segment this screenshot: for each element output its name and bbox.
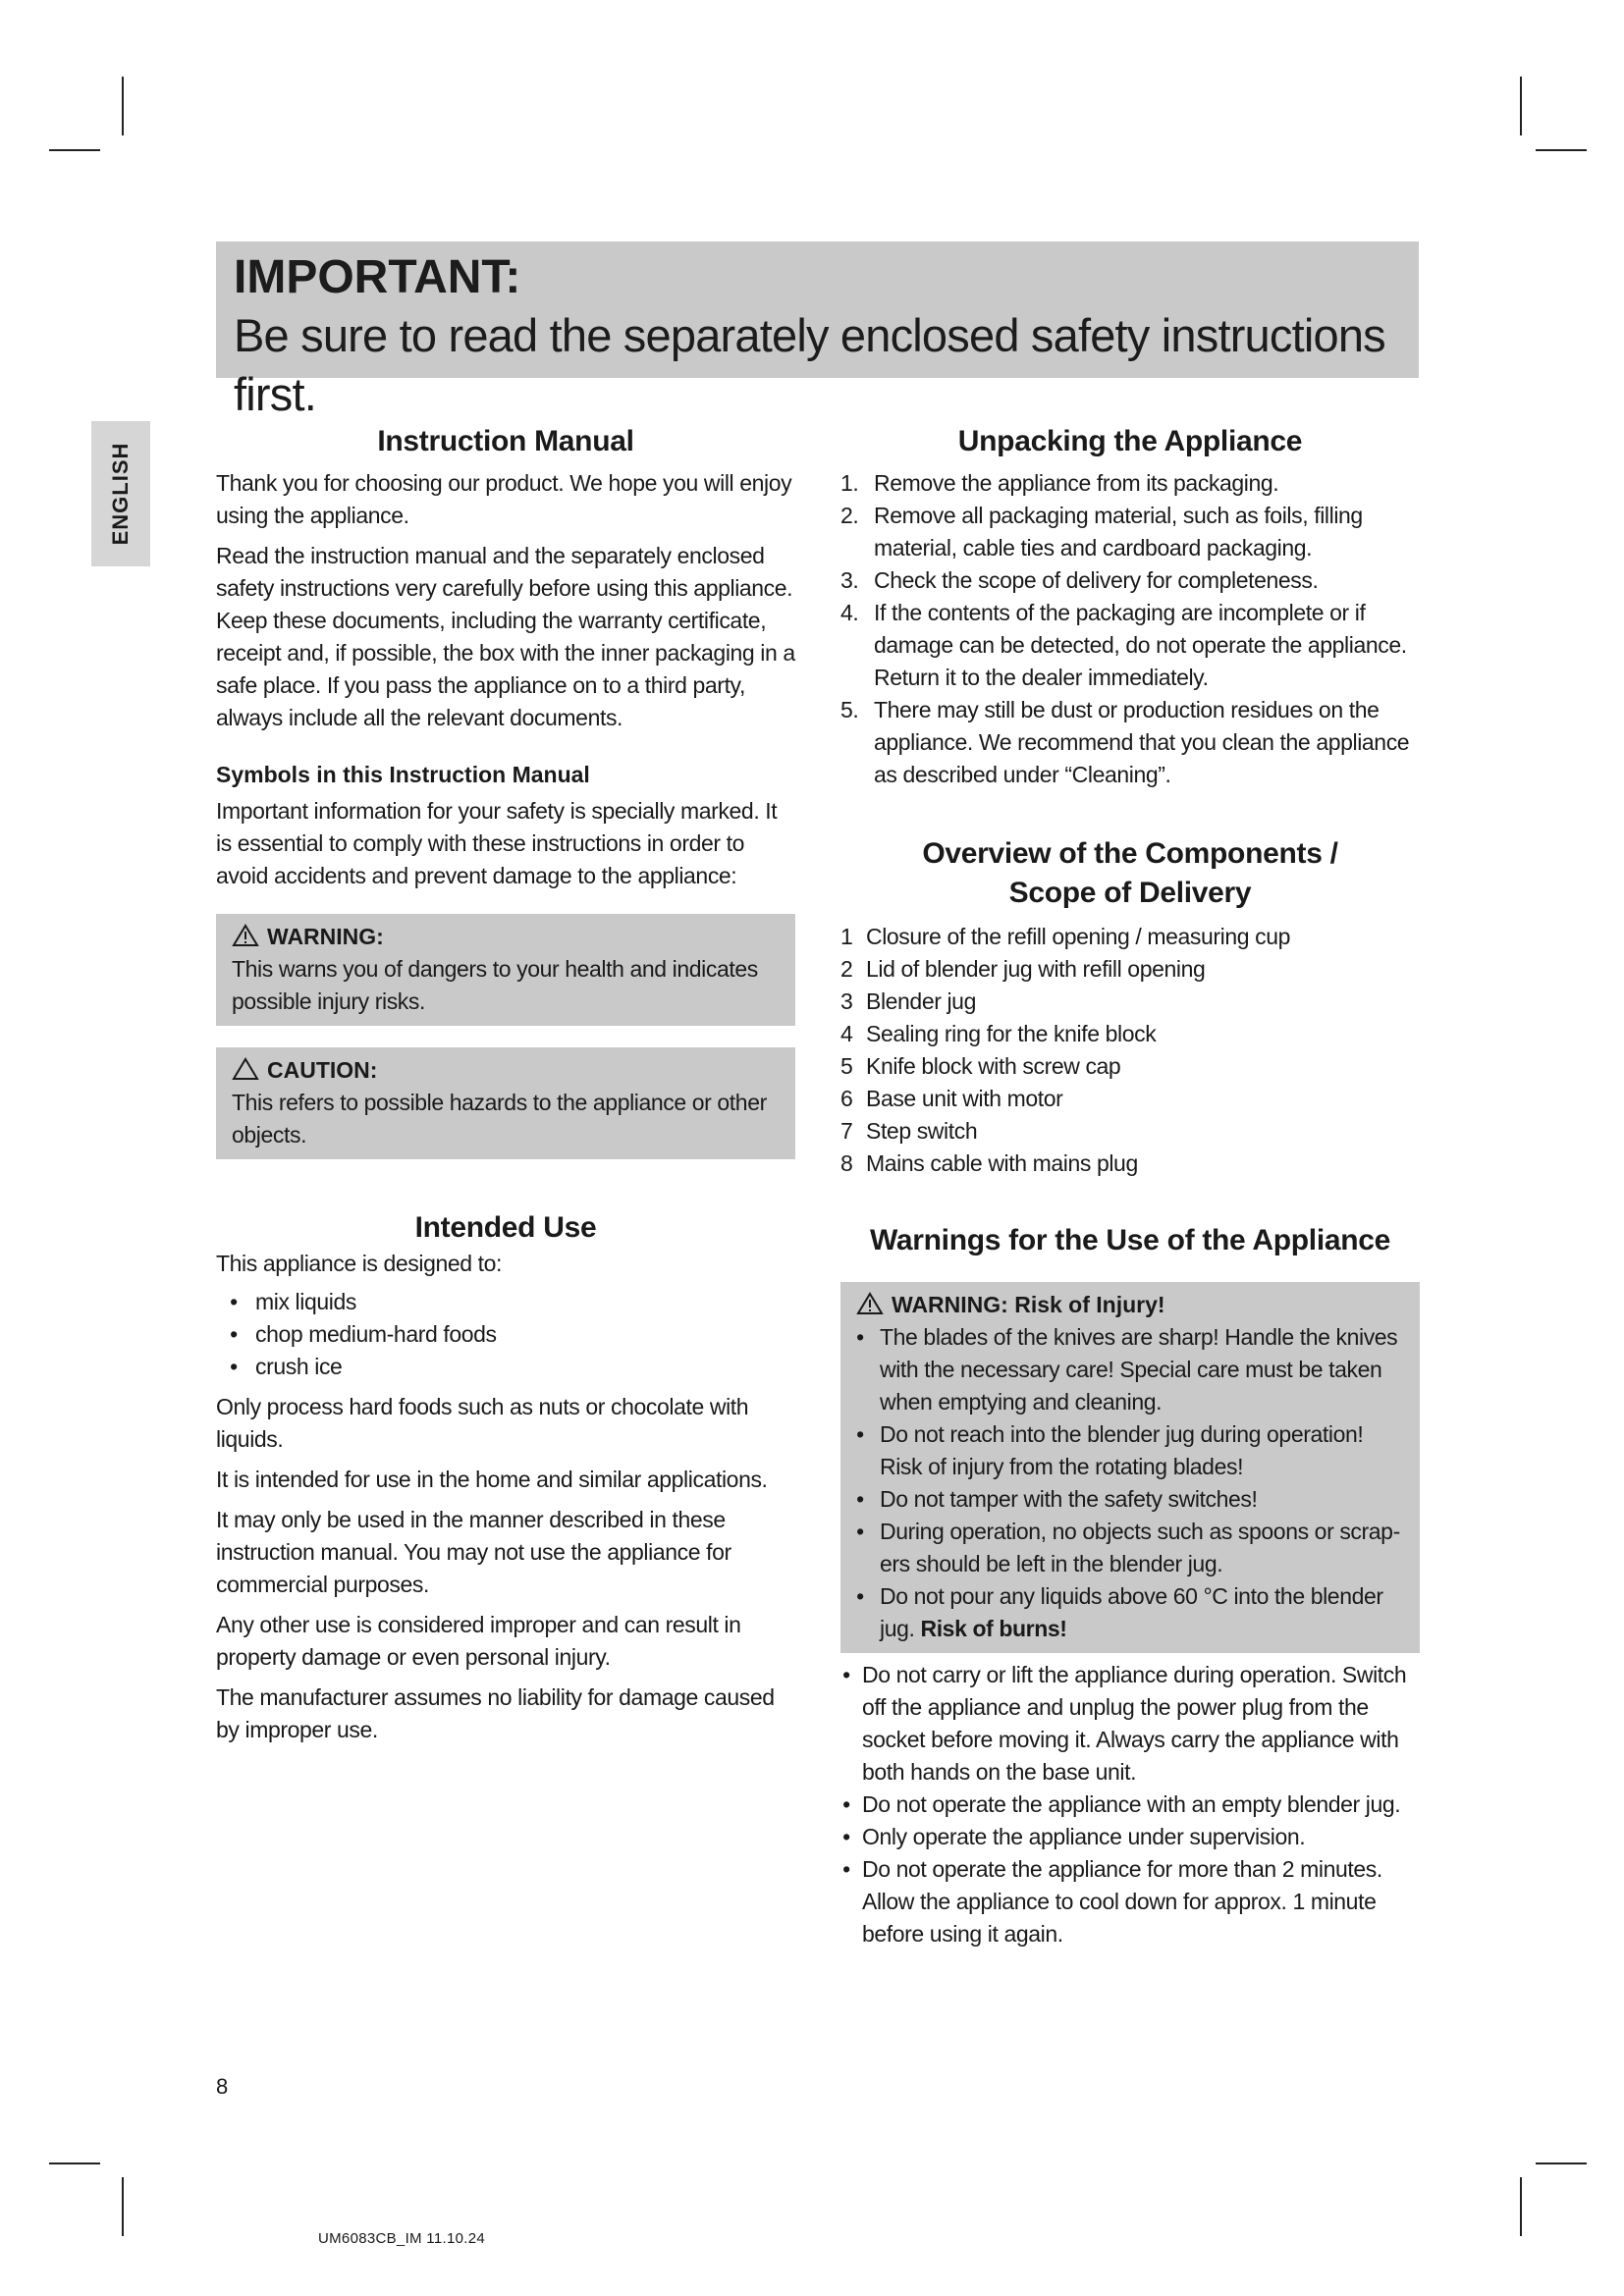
caution-triangle-icon (232, 1057, 259, 1081)
intended-use-list (216, 1286, 795, 1383)
list-item: 2. Remove all packaging material, such as foils, filling material, cable ties and cardboard packaging. (840, 503, 1363, 561)
crop-mark (1536, 2163, 1587, 2164)
list-item: • crush ice (230, 1354, 343, 1379)
symbols-title: Symbols in this Instruction Manual (216, 762, 590, 787)
list-item: 1. Remove the appliance from its packaging. (840, 470, 1279, 496)
injury-warning-box (840, 1282, 1420, 1653)
intended-use-intro: This appliance is designed to: (216, 1251, 503, 1276)
list-item: 3. Check the scope of delivery for completeness. (840, 567, 1319, 593)
list-item: 4. If the contents of the packaging are incomplete or if damage can be detected, do not operate the appliance. Return it to the dealer immediately. (840, 600, 1407, 690)
list-item: 6 Base unit with motor (840, 1086, 1063, 1111)
banner-subheading: Be sure to read the separately enclosed safety instructions first. (234, 309, 1385, 420)
caution-notice (216, 1047, 795, 1159)
list-item: • Do not reach into the blender jug during operation! Risk of injury from the rotating blades! (856, 1421, 1364, 1479)
components-list (840, 921, 1420, 1180)
injury-warning-title: WARNING: Risk of Injury! (892, 1292, 1165, 1317)
paragraph: Only process hard foods such as nuts or chocolate with liquids. (216, 1394, 749, 1452)
paragraph: Important information for your safety is specially marked. It is essential to comply with these instructions in order to avoid accidents and prevent damage to the appliance: (216, 798, 778, 888)
list-item: • Do not operate the appliance for more than 2 minutes. Allow the appliance to cool down for approx. 1 minute before using it again. (842, 1856, 1382, 1947)
caution-notice-text: This refers to possible hazards to the appliance or other objects. (232, 1090, 767, 1148)
intended-use-title: Intended Use (414, 1211, 597, 1244)
list-item: 4 Sealing ring for the knife block (840, 1021, 1157, 1046)
burns-warning: Risk of burns! (920, 1616, 1067, 1641)
unpacking-steps (840, 467, 1420, 791)
warning-notice-text: This warns you of dangers to your health and indicates possible injury risks. (232, 956, 758, 1014)
list-item: 2 Lid of blender jug with refill opening (840, 956, 1206, 982)
list-item: 3 Blender jug (840, 988, 976, 1014)
list-item: • The blades of the knives are sharp! Handle the knives with the necessary care! Special care must be taken when emptying and cleaning. (856, 1324, 1398, 1415)
paragraph: Thank you for choosing our product. We hope you will enjoy using the appliance. (216, 470, 792, 528)
page-number: 8 (216, 2074, 229, 2099)
warning-notice (216, 914, 795, 1026)
unpacking-title: Unpacking the Appliance (957, 425, 1303, 457)
language-tab (91, 421, 150, 566)
list-item: 1 Closure of the refill opening / measuring cup (840, 924, 1291, 949)
list-item: • Do not operate the appliance with an empty blender jug. (842, 1791, 1401, 1817)
crop-mark (1536, 149, 1587, 151)
overview-title: Overview of the Components / Scope of Delivery (922, 837, 1338, 909)
injury-warning-list (850, 1321, 1406, 1645)
paragraph: Any other use is considered improper and can result in property damage or even personal injury. (216, 1612, 741, 1670)
list-item: 8 Mains cable with mains plug (840, 1150, 1138, 1176)
crop-mark (1520, 77, 1522, 135)
warning-notice-title: WARNING: (267, 924, 384, 949)
paragraph: It is intended for use in the home and similar applications. (216, 1467, 768, 1492)
banner-heading: IMPORTANT: (234, 251, 521, 303)
footer-code: UM6083CB_IM 11.10.24 (318, 2230, 485, 2247)
list-item: • Do not carry or lift the appliance during operation. Switch off the appliance and unplug the power plug from the socket before moving it. Always carry the appliance with both hands on the base unit. (842, 1662, 1407, 1785)
list-item: • During operation, no objects such as spoons or scrap-ers should be left in the blender jug. (856, 1519, 1400, 1576)
crop-mark (49, 149, 100, 151)
list-item: • Only operate the appliance under supervision. (842, 1824, 1306, 1849)
warnings-list (840, 1659, 1420, 1950)
list-item: • mix liquids (230, 1289, 356, 1314)
list-item: • Do not tamper with the safety switches! (856, 1486, 1258, 1512)
language-tab-label: ENGLISH (108, 442, 133, 546)
paragraph: It may only be used in the manner described in these instruction manual. You may not use the appliance for commercial purposes. (216, 1507, 731, 1597)
crop-mark (122, 77, 124, 135)
list-item: • Do not pour any liquids above 60 °C into the blender jug. Risk of burns! (856, 1583, 1383, 1641)
paragraph: The manufacturer assumes no liability for damage caused by improper use. (216, 1684, 775, 1742)
instruction-manual-title: Instruction Manual (377, 425, 634, 457)
warnings-title: Warnings for the Use of the Appliance (869, 1224, 1391, 1256)
list-item: 5. There may still be dust or production residues on the appliance. We recommend that you clean the appliance as described under “Cleaning”. (840, 697, 1410, 787)
caution-notice-title: CAUTION: (267, 1057, 378, 1083)
left-column (216, 422, 795, 1754)
paragraph: Read the instruction manual and the separately enclosed safety instructions very carefully before using this appliance. Keep these documents, including the warranty certificate, receipt and, if possible, the box with the inner packaging in a safe place. If you pass the appliance on to a third party, always include all the relevant documents. (216, 543, 795, 730)
crop-mark (1520, 2177, 1522, 2236)
warning-triangle-icon (856, 1292, 884, 1315)
right-column (840, 422, 1420, 1958)
list-item: 7 Step switch (840, 1118, 978, 1144)
list-item: 5 Knife block with screw cap (840, 1053, 1121, 1079)
important-banner (216, 241, 1419, 420)
crop-mark (122, 2177, 124, 2236)
crop-mark (49, 2163, 100, 2164)
list-item: • chop medium-hard foods (230, 1321, 497, 1347)
warning-triangle-icon (232, 924, 259, 947)
